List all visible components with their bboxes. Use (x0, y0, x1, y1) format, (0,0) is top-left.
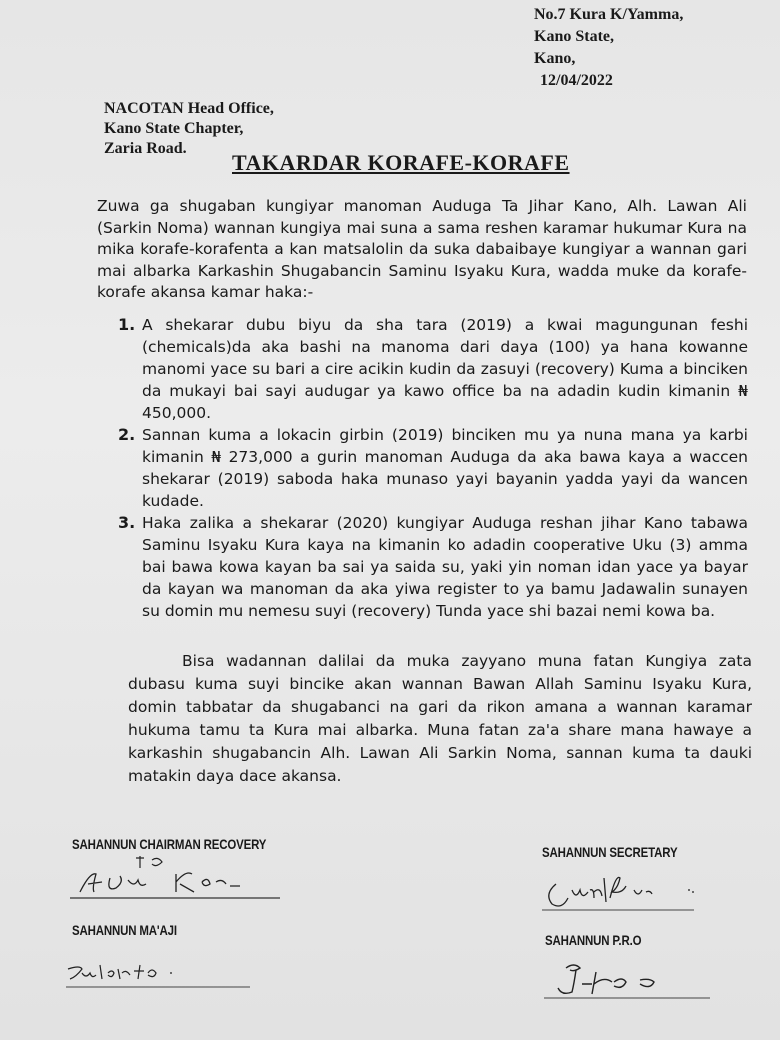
sender-address-line1: No.7 Kura K/Yamma, (534, 6, 684, 23)
complaint-number: 3. (118, 513, 136, 532)
pro-label: SAHANNUN P.R.O (545, 932, 642, 948)
complaint-text: A shekarar dubu biyu da sha tara (2019) a kwai magungunan feshi (chemicals)da aka bashi na manoma dari daya (100) ya hana kowanne manomi yace su bari a cire acikin kudin da zasuyi (recovery) Kuma a binciken da mukayi bai sayi audugar ya kawo office ba na adadin kudin kimanin ₦ 450,000. (142, 316, 748, 422)
recipient-address-line3: Zaria Road. (104, 140, 187, 157)
secretary-signature (538, 868, 698, 916)
letter-date: 12/04/2022 (540, 72, 613, 89)
chairman-recovery-signature (66, 852, 286, 902)
chairman-recovery-label: SAHANNUN CHAIRMAN RECOVERY (72, 836, 267, 852)
maaji-signature (60, 955, 250, 991)
secretary-label: SAHANNUN SECRETARY (542, 844, 678, 860)
closing-paragraph: Bisa wadannan dalilai da muka zayyano muna fatan Kungiya zata dubasu kuma suyi bincike akan wannan Bawan Allah Saminu Isyaku Kura, domin tabbatar da shugabanci na gari da rikon amana a wannan karamar hukuma tamu ta Kura mai albarka. Muna fatan za'a share mana hawaye a karkashin shugabancin Alh. Lawan Ali Sarkin Noma, sannan kuma ta dauki matakin daya dace akansa. (128, 652, 752, 785)
complaint-text: Sannan kuma a lokacin girbin (2019) binciken mu ya nuna mana ya karbi kimanin ₦ 273,000 a gurin manoman Auduga da aka bawa kaya a waccen shekarar (2019) saboda haka munaso yayi bayanin yadda yayi da wancen kudade. (142, 426, 748, 510)
recipient-address-line2: Kano State Chapter, (104, 120, 244, 137)
complaint-text: Haka zalika a shekarar (2020) kungiyar Auduga reshan jihar Kano tabawa Saminu Isyaku Kura kaya na kimanin ko adadin cooperative Uku (3) amma bai bawa kowa kayan ba sai ya saida su, yaki yin noman idan yace ya bayar da kayan wa manoman da aka yiwa register to ya bamu Jadawalin sunayen su domin mu nemesu suyi (recovery) Tunda yace shi bazai nemi kowa ba. (142, 514, 748, 620)
complaint-item (118, 424, 748, 512)
complaint-item (118, 314, 748, 424)
complaint-number: 2. (118, 425, 136, 444)
complaint-item (118, 512, 748, 622)
letter-title: TAKARDAR KORAFE-KORAFE (232, 150, 570, 175)
sender-address-line3: Kano, (534, 50, 576, 67)
sender-address-line2: Kano State, (534, 28, 614, 45)
pro-signature (544, 958, 714, 1002)
sender-address (534, 4, 683, 92)
maaji-label: SAHANNUN MA'AJI (72, 922, 177, 938)
complaints-list (118, 314, 748, 622)
complaint-number: 1. (118, 315, 136, 334)
recipient-address-line1: NACOTAN Head Office, (104, 100, 274, 117)
intro-paragraph: Zuwa ga shugaban kungiyar manoman Auduga Ta Jihar Kano, Alh. Lawan Ali (Sarkin Noma) wannan kungiya mai suna a sama reshen karamar hukumar Kura na mika korafe-korafenta a kan matsalolin da suka dabaibaye kungiyar a wannan gari mai albarka Karkashin Shugabancin Saminu Isyaku Kura, wadda muke da korafe-korafe akansa kamar haka:- (97, 197, 747, 301)
